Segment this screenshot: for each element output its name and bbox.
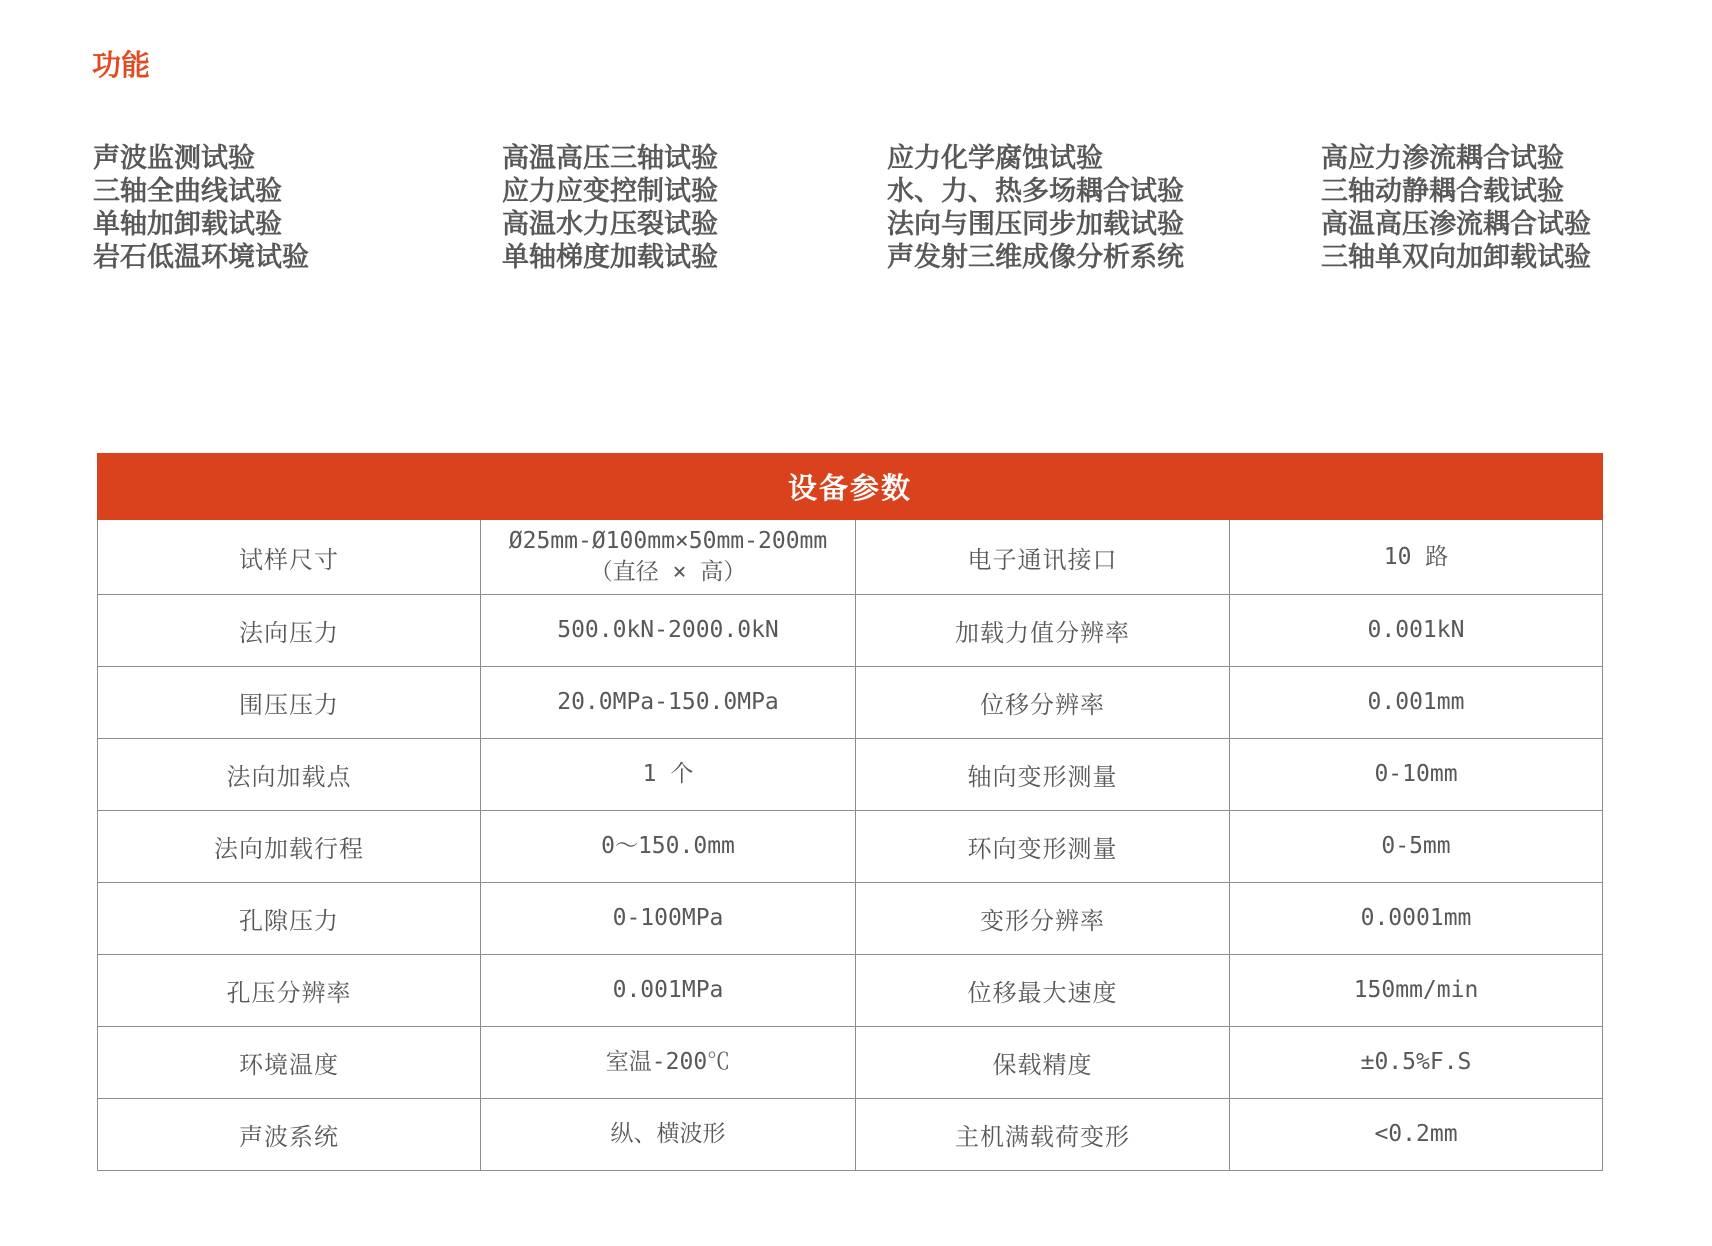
table-row xyxy=(98,738,1602,810)
table-row xyxy=(98,810,1602,882)
function-item: 三轴全曲线试验 xyxy=(93,176,282,206)
param-value-cell: 纵、横波形 xyxy=(480,1099,855,1170)
table-row xyxy=(98,954,1602,1026)
param-value-cell: 500.0kN-2000.0kN xyxy=(480,595,855,666)
param-value-cell: 室温-200℃ xyxy=(480,1027,855,1098)
function-item: 岩石低温环境试验 xyxy=(93,242,309,272)
param-value-cell: 0.001kN xyxy=(1229,595,1602,666)
param-name-cell: 法向加载行程 xyxy=(214,836,364,863)
table-body xyxy=(97,520,1603,1171)
param-value-cell: <0.2mm xyxy=(1229,1099,1602,1170)
function-item: 高温高压三轴试验 xyxy=(502,143,718,173)
param-name-cell: 轴向变形测量 xyxy=(855,739,1229,810)
function-item: 高温高压渗流耦合试验 xyxy=(1321,209,1591,239)
param-name-cell: 加载力值分辨率 xyxy=(855,595,1229,666)
table-row xyxy=(98,1098,1602,1170)
param-value-cell: 0-10mm xyxy=(1229,739,1602,810)
param-name-cell: 主机满载荷变形 xyxy=(855,1099,1229,1170)
table-row xyxy=(98,882,1602,954)
param-value-cell: 0.0001mm xyxy=(1229,883,1602,954)
function-item: 法向与围压同步加载试验 xyxy=(887,209,1184,239)
function-item: 高温水力压裂试验 xyxy=(502,209,718,239)
function-item: 三轴动静耦合载试验 xyxy=(1321,176,1564,206)
param-name-cell: 电子通讯接口 xyxy=(855,520,1229,594)
param-name-cell: 法向压力 xyxy=(239,620,339,647)
param-value-cell: 0-5mm xyxy=(1229,811,1602,882)
function-item: 声发射三维成像分析系统 xyxy=(887,242,1184,272)
function-item: 声波监测试验 xyxy=(93,143,255,173)
function-column-3 xyxy=(887,142,1184,274)
param-value-cell: 10 路 xyxy=(1229,520,1602,594)
function-item: 水、力、热多场耦合试验 xyxy=(887,176,1184,206)
page-title: 功能 xyxy=(92,50,151,82)
param-value-cell: 0～150.0mm xyxy=(480,811,855,882)
function-item: 应力应变控制试验 xyxy=(502,176,718,206)
param-name-cell: 变形分辨率 xyxy=(855,883,1229,954)
equipment-params-table xyxy=(97,453,1603,1171)
function-item: 高应力渗流耦合试验 xyxy=(1321,143,1564,173)
param-name-cell: 试样尺寸 xyxy=(239,546,339,574)
param-value-cell: ±0.5%F.S xyxy=(1229,1027,1602,1098)
function-item: 应力化学腐蚀试验 xyxy=(887,143,1103,173)
param-name-cell: 法向加载点 xyxy=(226,764,352,791)
table-header: 设备参数 xyxy=(97,453,1603,520)
param-name-cell: 保载精度 xyxy=(855,1027,1229,1098)
function-item: 三轴单双向加卸载试验 xyxy=(1321,242,1591,272)
param-value-cell: 0.001mm xyxy=(1229,667,1602,738)
param-value-cell: 0.001MPa xyxy=(480,955,855,1026)
table-row xyxy=(98,520,1602,594)
param-value-cell: 150mm/min xyxy=(1229,955,1602,1026)
param-value-cell: 20.0MPa-150.0MPa xyxy=(480,667,855,738)
function-column-4 xyxy=(1321,142,1591,274)
param-name-cell: 孔隙压力 xyxy=(239,908,339,935)
function-column-1 xyxy=(93,142,309,274)
param-value-cell: Ø25mm-Ø100mm×50mm-200mm （直径 × 高） xyxy=(480,520,855,594)
function-column-2 xyxy=(502,142,718,274)
table-row xyxy=(98,594,1602,666)
param-name-cell: 声波系统 xyxy=(239,1124,339,1151)
function-item: 单轴加卸载试验 xyxy=(93,209,282,239)
param-value-cell: 0-100MPa xyxy=(480,883,855,954)
table-row xyxy=(98,1026,1602,1098)
param-name-cell: 位移最大速度 xyxy=(855,955,1229,1026)
table-row xyxy=(98,666,1602,738)
param-value-cell: 1 个 xyxy=(480,739,855,810)
function-item: 单轴梯度加载试验 xyxy=(502,242,718,272)
param-name-cell: 环境温度 xyxy=(239,1052,339,1079)
param-name-cell: 环向变形测量 xyxy=(855,811,1229,882)
param-name-cell: 围压压力 xyxy=(239,692,339,719)
param-name-cell: 位移分辨率 xyxy=(855,667,1229,738)
param-name-cell: 孔压分辨率 xyxy=(226,980,352,1007)
